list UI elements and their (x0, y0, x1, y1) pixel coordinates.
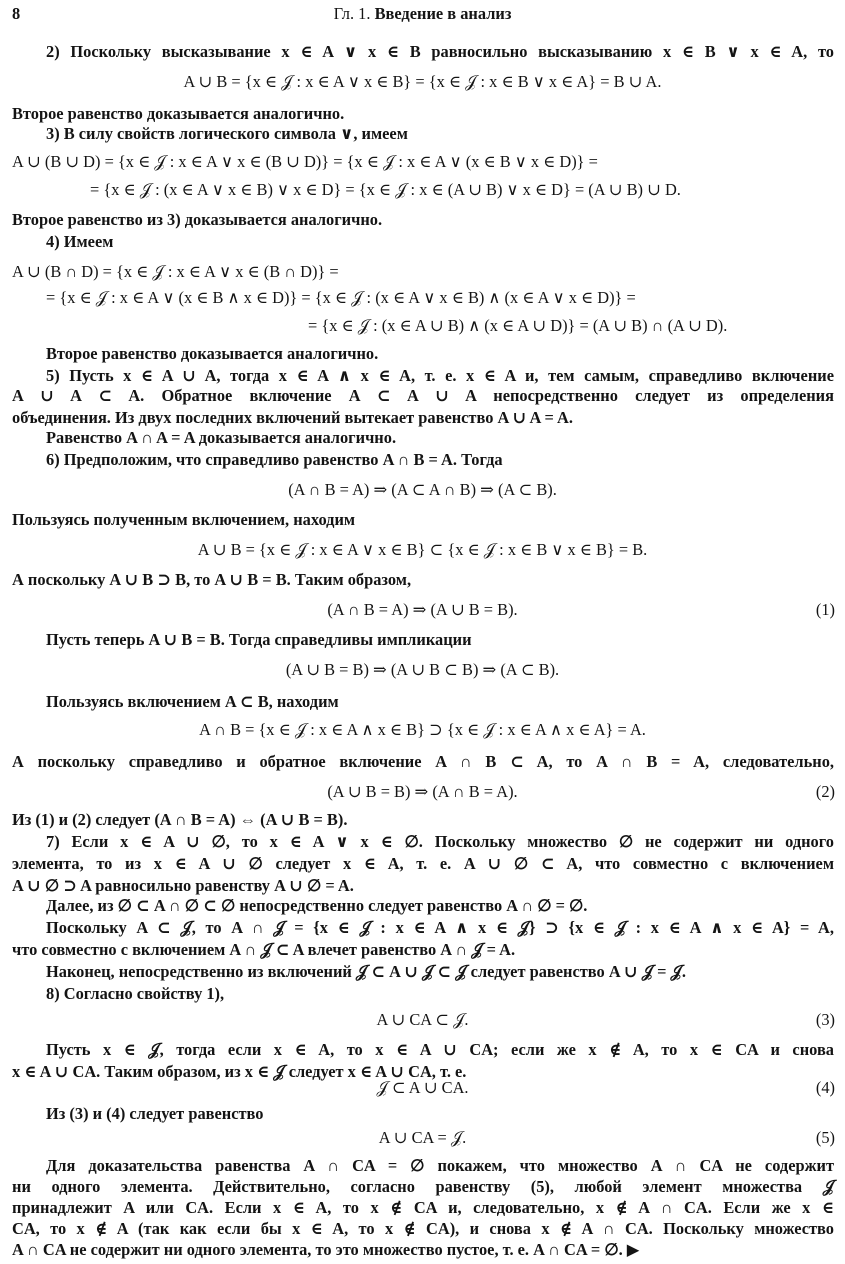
paragraph-line: 2) Поскольку высказывание x ∈ A ∨ x ∈ B равносильно высказыванию x ∈ B ∨ x ∈ A, то (46, 42, 834, 61)
paragraph-line: 3) В силу свойств логического символа ∨, имеем (46, 124, 408, 143)
chapter-title: Введение в анализ (374, 4, 512, 23)
equation-number: (3) (815, 1010, 835, 1029)
paragraph-line: Из (1) и (2) следует (A ∩ B = A) ⇔ (A ∪ B = B). (12, 810, 348, 829)
paragraph-line: 6) Предположим, что справедливо равенство A ∩ B = A. Тогда (46, 450, 503, 469)
paragraph-line: Пользуясь полученным включением, находим (12, 510, 356, 529)
paragraph-line: 5) Пусть x ∈ A ∪ A, тогда x ∈ A ∧ x ∈ A, т. е. x ∈ A и, тем самым, справедливо включение (46, 366, 834, 385)
paragraph-line: Второе равенство доказывается аналогично. (46, 344, 379, 363)
display-formula: A ∪ B = {x ∈ 𝒥 : x ∈ A ∨ x ∈ B} ⊂ {x ∈ 𝒥 : x ∈ B ∨ x ∈ B} = B. (197, 540, 648, 559)
display-formula: A ∪ B = {x ∈ 𝒥 : x ∈ A ∨ x ∈ B} = {x ∈ 𝒥 : x ∈ B ∨ x ∈ A} = B ∪ A. (183, 72, 662, 91)
display-formula: (A ∩ B = A) ⇒ (A ∪ B = B). (327, 600, 518, 619)
paragraph-line: Пользуясь включением A ⊂ B, находим (46, 692, 339, 711)
paragraph-line: Второе равенство из 3) доказывается аналогично. (12, 210, 383, 229)
paragraph-line: А поскольку A ∪ B ⊃ B, то A ∪ B = B. Таким образом, (12, 570, 412, 589)
paragraph-line: Второе равенство доказывается аналогично. (12, 104, 345, 123)
paragraph-line: Наконец, непосредственно из включений 𝒥 ⊂ A ∪ 𝒥 ⊂ 𝒥 следует равенство A ∪ 𝒥 = 𝒥. (46, 962, 686, 981)
paragraph-line: Поскольку A ⊂ 𝒥, то A ∩ 𝒥 = {x ∈ 𝒥 : x ∈ A ∧ x ∈ 𝒥} ⊃ {x ∈ 𝒥 : x ∈ A ∧ x ∈ A} = A, (46, 918, 834, 937)
display-formula: (A ∩ B = A) ⇒ (A ⊂ A ∩ B) ⇒ (A ⊂ B). (288, 480, 557, 499)
display-formula: (A ∪ B = B) ⇒ (A ∪ B ⊂ B) ⇒ (A ⊂ B). (285, 660, 560, 679)
paragraph-line: Далее, из ∅ ⊂ A ∩ ∅ ⊂ ∅ непосредственно следует равенство A ∩ ∅ = ∅. (46, 896, 588, 915)
paragraph-line: 8) Согласно свойству 1), (46, 984, 225, 1003)
display-formula: A ∩ B = {x ∈ 𝒥 : x ∈ A ∧ x ∈ B} ⊃ {x ∈ 𝒥 : x ∈ A ∧ x ∈ A} = A. (199, 720, 646, 739)
paragraph-line: A ∩ CA не содержит ни одного элемента, то это множество пустое, т. е. A ∩ CA = ∅. ▶ (12, 1240, 640, 1259)
page-number: 8 (12, 4, 21, 23)
display-formula: A ∪ CA = 𝒥. (378, 1128, 467, 1147)
display-formula: 𝒥 ⊂ A ∪ CA. (376, 1078, 469, 1097)
chapter-label: Гл. 1. (333, 4, 371, 23)
paragraph-line: Пусть x ∈ 𝒥, тогда если x ∈ A, то x ∈ A ∪ CA; если же x ∉ A, то x ∈ CA и снова (46, 1040, 834, 1059)
paragraph-line: Пусть теперь A ∪ B = B. Тогда справедливы импликации (46, 630, 472, 649)
paragraph-line: Для доказательства равенства A ∩ CA = ∅ покажем, что множество A ∩ CA не содержит (46, 1156, 834, 1175)
paragraph-line: 4) Имеем (46, 232, 114, 251)
display-formula: = {x ∈ 𝒥 : x ∈ A ∨ (x ∈ B ∧ x ∈ D)} = {x ∈ 𝒥 : (x ∈ A ∨ x ∈ B) ∧ (x ∈ A ∨ x ∈ D)} = (46, 288, 636, 307)
paragraph-line: что совместно с включением A ∩ 𝒥 ⊂ A влечет равенство A ∩ 𝒥 = A. (12, 940, 516, 959)
paragraph-line: 7) Если x ∈ A ∪ ∅, то x ∈ A ∨ x ∈ ∅. Поскольку множество ∅ не содержит ни одного (46, 832, 834, 851)
paragraph-line: А поскольку справедливо и обратное включение A ∩ B ⊂ A, то A ∩ B = A, следовательно, (12, 752, 834, 771)
paragraph-line: A ∪ A ⊂ A. Обратное включение A ⊂ A ∪ A непосредственно следует из определения (12, 386, 834, 405)
display-formula: A ∪ CA ⊂ 𝒥. (376, 1010, 469, 1029)
paragraph-line: Из (3) и (4) следует равенство (46, 1104, 264, 1123)
paragraph-line: CA, то x ∉ A (так как если бы x ∈ A, то x ∉ CA), и снова x ∉ A ∩ CA. Поскольку множество (12, 1219, 834, 1238)
paragraph-line: Равенство A ∩ A = A доказывается аналогично. (46, 428, 397, 447)
equation-number: (1) (815, 600, 835, 619)
running-header (0, 4, 845, 24)
paragraph-line: A ∪ ∅ ⊃ A равносильно равенству A ∪ ∅ = A. (12, 876, 354, 895)
equation-number: (5) (815, 1128, 835, 1147)
paragraph-line: объединения. Из двух последних включений вытекает равенство A ∪ A = A. (12, 408, 573, 427)
display-formula: (A ∪ B = B) ⇒ (A ∩ B = A). (327, 782, 518, 801)
display-formula: = {x ∈ 𝒥 : (x ∈ A ∨ x ∈ B) ∨ x ∈ D} = {x ∈ 𝒥 : x ∈ (A ∪ B) ∨ x ∈ D} = (A ∪ B) ∪ D. (90, 180, 681, 199)
paragraph-line: принадлежит A или CA. Если x ∈ A, то x ∉ CA и, следовательно, x ∉ A ∩ CA. Если же x ∈ (12, 1198, 834, 1217)
paragraph-line: ни одного элемента. Действительно, согласно равенству (5), любой элемент множества 𝒥 (12, 1177, 834, 1196)
display-formula: A ∪ (B ∪ D) = {x ∈ 𝒥 : x ∈ A ∨ x ∈ (B ∪ D)} = {x ∈ 𝒥 : x ∈ A ∨ (x ∈ B ∨ x ∈ D)} = (12, 152, 598, 171)
display-formula: = {x ∈ 𝒥 : (x ∈ A ∪ B) ∧ (x ∈ A ∪ D)} = (A ∪ B) ∩ (A ∪ D). (308, 316, 728, 335)
display-formula: A ∪ (B ∩ D) = {x ∈ 𝒥 : x ∈ A ∨ x ∈ (B ∩ D)} = (12, 262, 339, 281)
equation-number: (4) (815, 1078, 835, 1097)
paragraph-line: x ∈ A ∪ CA. Таким образом, из x ∈ 𝒥 следует x ∈ A ∪ CA, т. е. (12, 1062, 467, 1081)
equation-number: (2) (815, 782, 835, 801)
paragraph-line: элемента, то из x ∈ A ∪ ∅ следует x ∈ A, т. е. A ∪ ∅ ⊂ A, что совместно с включением (12, 854, 834, 873)
